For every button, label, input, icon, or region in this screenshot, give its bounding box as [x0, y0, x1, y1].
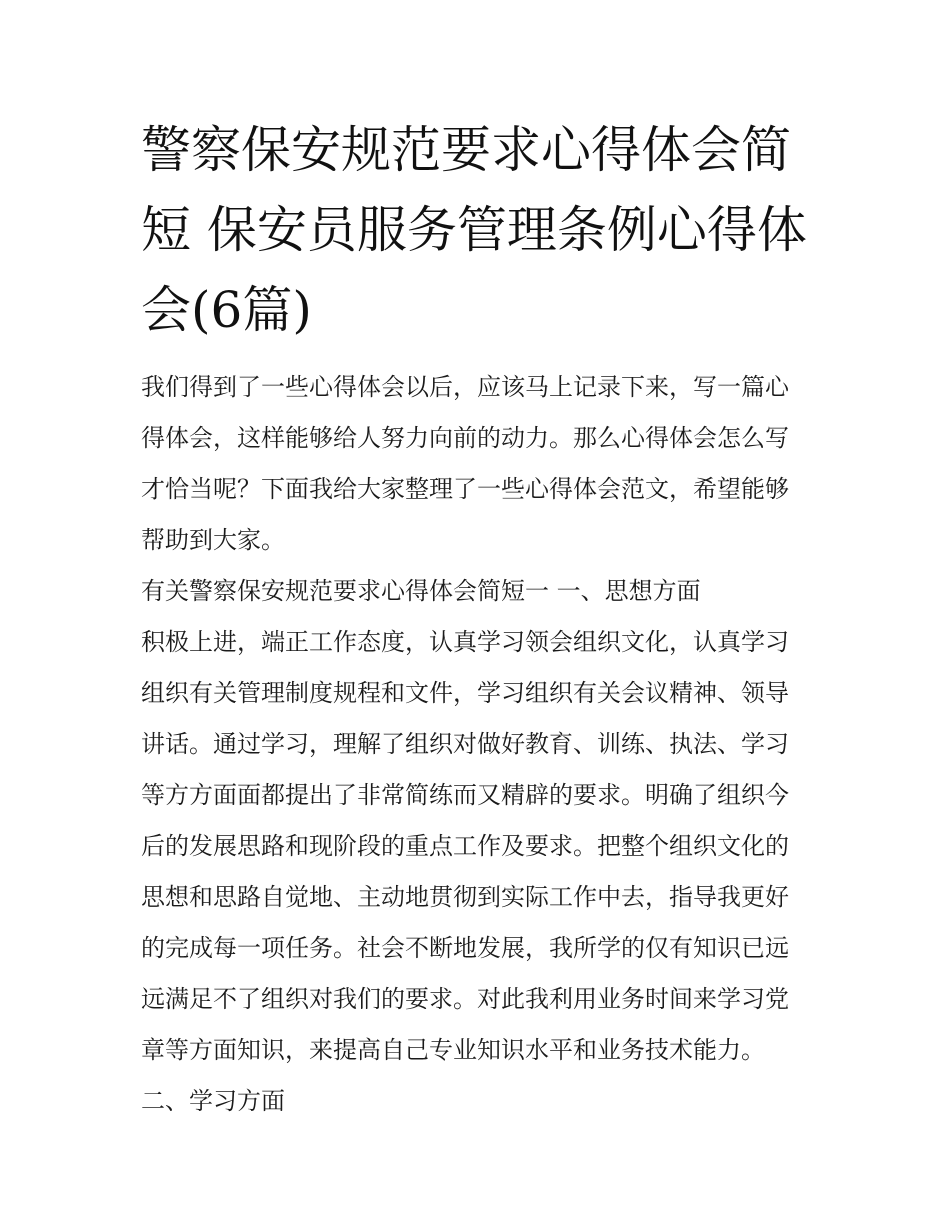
intro-paragraph-line: 才恰当呢？下面我给大家整理了一些心得体会范文，希望能够 [141, 475, 789, 503]
intro-paragraph-line: 得体会，这样能够给人努力向前的动力。那么心得体会怎么写 [141, 424, 789, 452]
body-paragraph-line: 远满足不了组织对我们的要求。对此我利用业务时间来学习党 [141, 985, 789, 1013]
body-paragraph-line: 组织有关管理制度规程和文件，学习组织有关会议精神、领导 [141, 679, 789, 707]
title-line: 短 保安员服务管理条例心得体 [141, 201, 807, 259]
body-paragraph-line: 后的发展思路和现阶段的重点工作及要求。把整个组织文化的 [141, 832, 789, 860]
title-line: 警察保安规范要求心得体会简 [141, 121, 791, 179]
section-heading-line: 有关警察保安规范要求心得体会简短一 一、思想方面 [141, 577, 701, 605]
intro-paragraph-line: 我们得到了一些心得体会以后，应该马上记录下来，写一篇心 [141, 373, 789, 401]
body-paragraph-line: 章等方面知识，来提高自己专业知识水平和业务技术能力。 [141, 1036, 765, 1064]
title-spacer [141, 350, 813, 362]
document-page [141, 110, 813, 1127]
body-paragraph-line: 等方方面面都提出了非常简练而又精辟的要求。明确了组织今 [141, 781, 789, 809]
title-line: 会(6篇) [141, 281, 312, 339]
body-paragraph-line: 积极上进，端正工作态度，认真学习领会组织文化，认真学习 [141, 628, 789, 656]
body-paragraph-line: 讲话。通过学习，理解了组织对做好教育、训练、执法、学习 [141, 730, 789, 758]
document-body [141, 362, 813, 1127]
body-paragraph-line: 思想和思路自觉地、主动地贯彻到实际工作中去，指导我更好 [141, 883, 789, 911]
document-title [141, 110, 813, 350]
section-heading-line: 二、学习方面 [141, 1087, 285, 1115]
intro-paragraph-line: 帮助到大家。 [141, 526, 285, 554]
body-paragraph-line: 的完成每一项任务。社会不断地发展，我所学的仅有知识已远 [141, 934, 789, 962]
